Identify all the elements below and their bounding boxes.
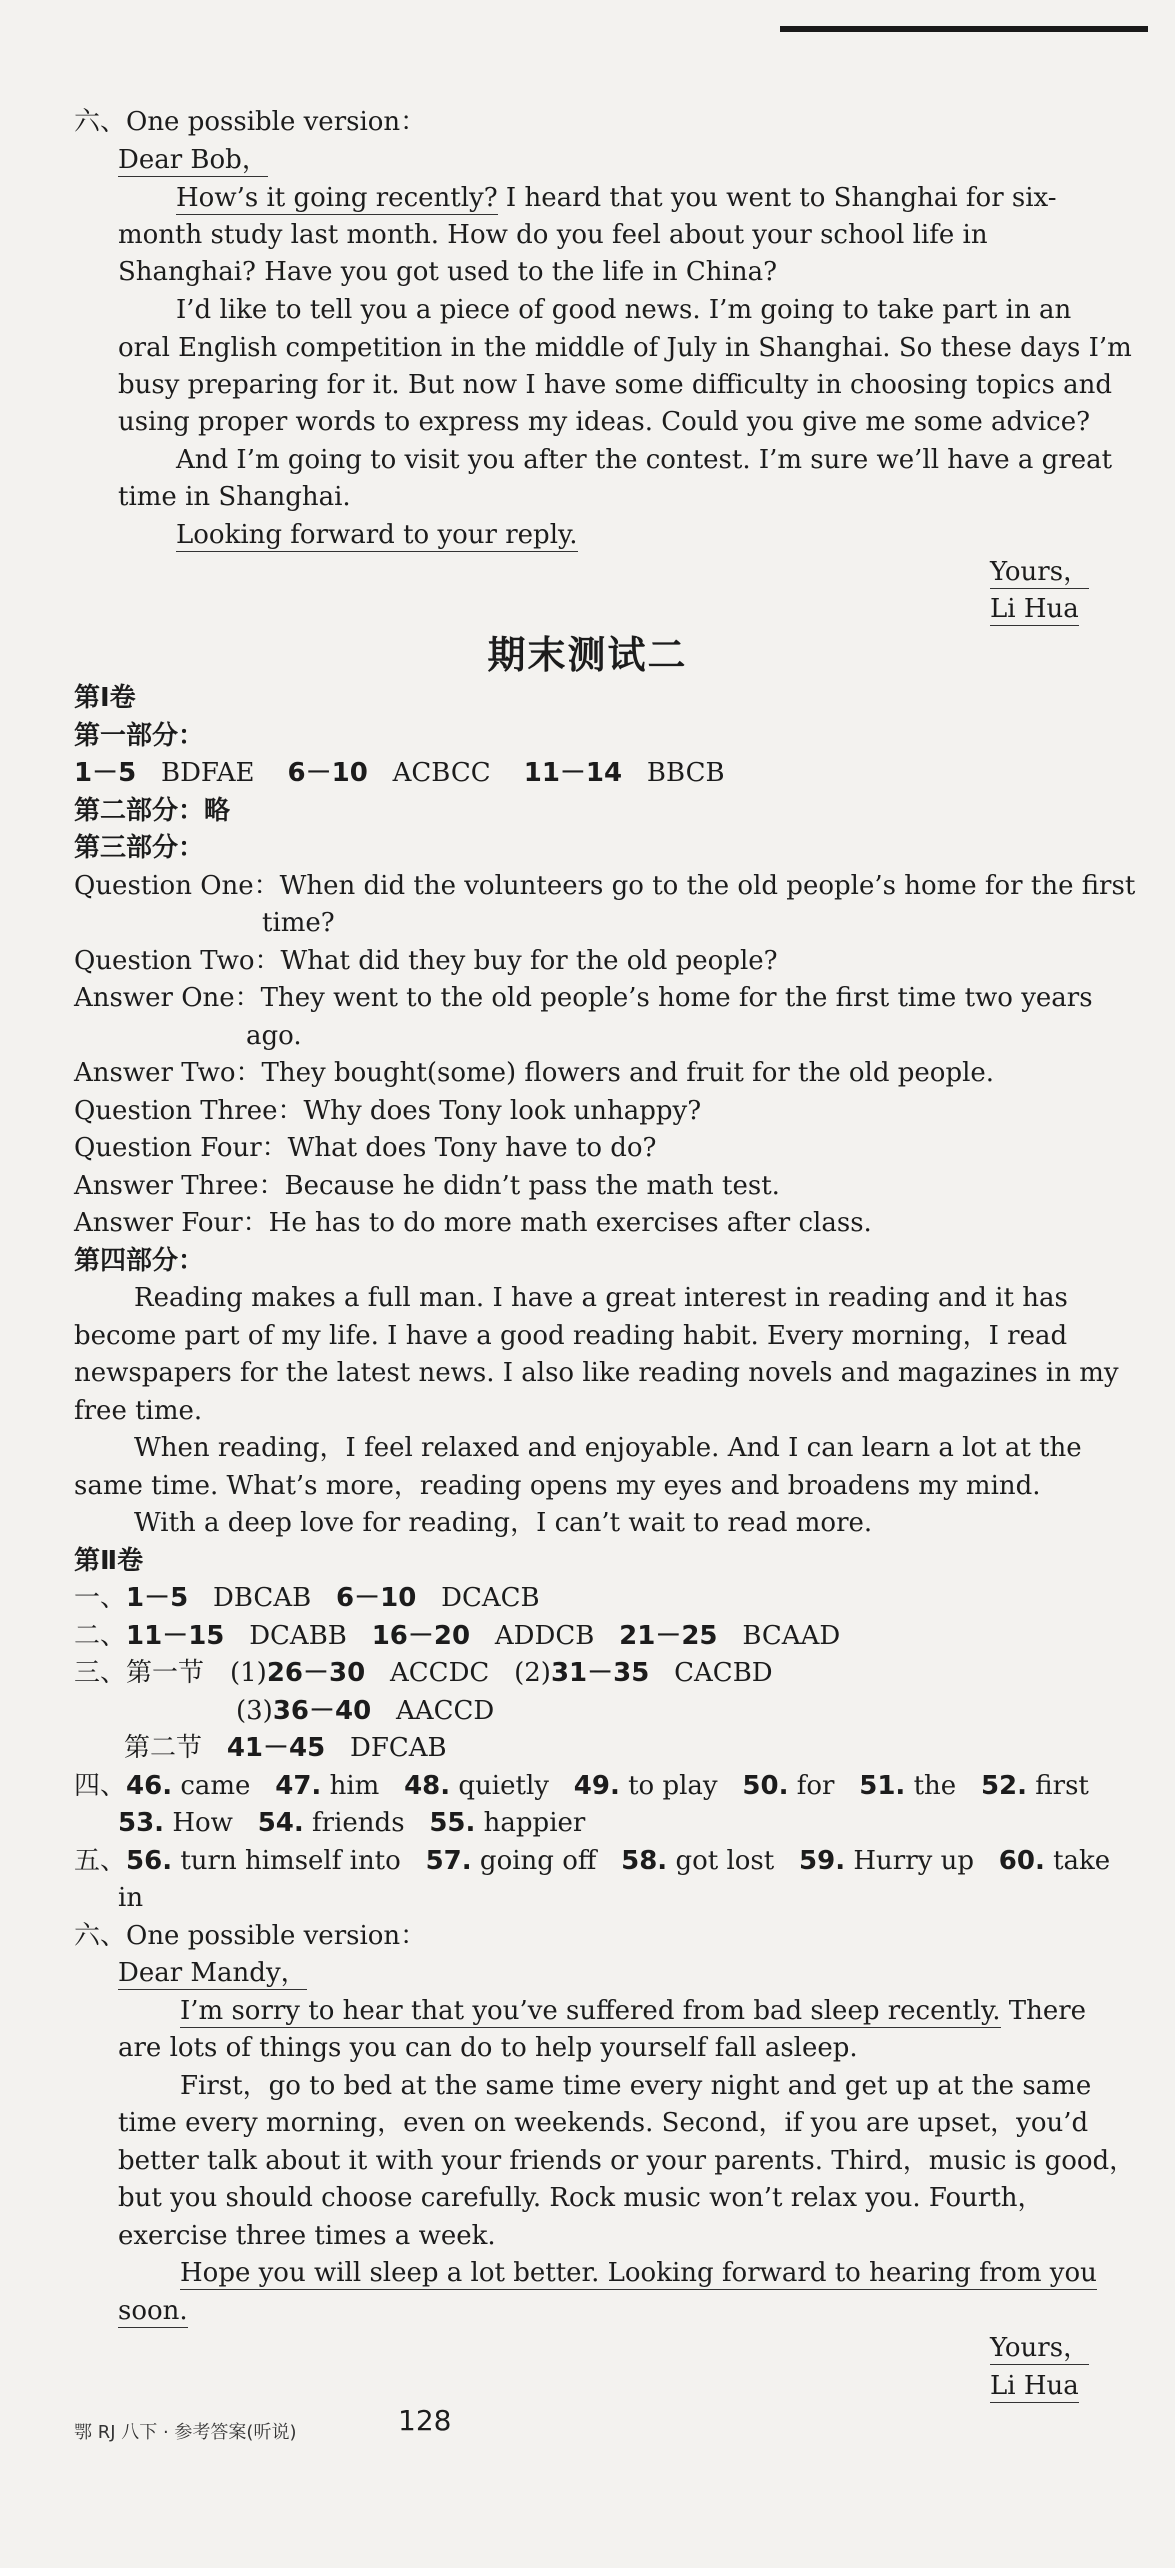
page-number: 128 [398, 2404, 452, 2437]
top-decoration-bar [780, 26, 1148, 32]
essay1-p2-line2: oral English competition in the middle of July in Shanghai. So these days I’m [118, 333, 1132, 363]
part2-row5: 五、56. turn himself into 57. going off 58. got lost 59. Hurry up 60. take [74, 1846, 1111, 1876]
essay1-p1-line2: month study last month. How do you feel about your school life in [118, 220, 988, 250]
reading-line3: newspapers for the latest news. I also like reading novels and magazines in my [74, 1358, 1119, 1388]
answer-one-line2: ago. [246, 1021, 302, 1051]
footer-book-info: 鄂 RJ 八下 · 参考答案(听说) [74, 2422, 297, 2443]
reading-line4: free time. [74, 1396, 203, 1426]
volume-1-label: 第Ⅰ卷 [74, 683, 136, 713]
essay2-label: 六、One possible version： [74, 1921, 427, 1951]
question-three: Question Three：Why does Tony look unhappy? [74, 1096, 702, 1126]
part2-row4b: 53. How 54. friends 55. happier [118, 1808, 586, 1838]
essay1-sign-yours: Yours， [990, 557, 1090, 587]
part2-row3b: (3)36－40 AACCD [236, 1696, 495, 1726]
reading-line1: Reading makes a full man. I have a great interest in reading and it has [134, 1283, 1068, 1313]
essay2-p1-underlined: I’m sorry to hear that you’ve suffered from bad sleep recently. [180, 1996, 1001, 2026]
question-one-line1: Question One：When did the volunteers go to the old people’s home for the first [74, 871, 1136, 901]
part2-row1: 一、1－5 DBCAB 6－10 DCACB [74, 1583, 540, 1613]
essay2-p2-line4: but you should choose carefully. Rock music won’t relax you. Fourth， [118, 2183, 1044, 2213]
essay2-p2-line5: exercise three times a week. [118, 2221, 496, 2251]
essay2-p1-line2: are lots of things you can do to help yourself fall asleep. [118, 2033, 858, 2063]
part2-row3: 三、第一节 (1)26－30 ACCDC (2)31－35 CACBD [74, 1658, 773, 1688]
essay1-p3-line1: And I’m going to visit you after the contest. I’m sure we’ll have a great [176, 445, 1113, 475]
volume-2-label: 第Ⅱ卷 [74, 1546, 144, 1576]
essay2-sign-yours: Yours， [990, 2333, 1090, 2363]
answer-one-line1: Answer One：They went to the old people’s home for the first time two years [74, 983, 1093, 1013]
test-title: 期末测试二 [487, 633, 688, 677]
answer-four: Answer Four：He has to do more math exercises after class. [74, 1208, 872, 1238]
part2-row4: 四、46. came 47. him 48. quietly 49. to play 50. for 51. the 52. first [74, 1771, 1089, 1801]
essay1-p1-line3: Shanghai? Have you got used to the life in China? [118, 257, 778, 287]
answer-three: Answer Three：Because he didn’t pass the math test. [74, 1171, 780, 1201]
essay2-p2-line1: First，go to bed at the same time every night and get up at the same [180, 2071, 1092, 2101]
part2-row5b: in [118, 1883, 144, 1913]
essay2-sign-name: Li Hua [990, 2371, 1079, 2401]
essay1-closing: Looking forward to your reply. [176, 520, 578, 550]
essay1-p1-underlined: How’s it going recently? [176, 183, 498, 213]
essay1-p3-line2: time in Shanghai. [118, 482, 351, 512]
essay1-greeting: Dear Bob， [118, 145, 268, 175]
reading-line6: same time. What’s more，reading opens my eyes and broadens my mind. [74, 1471, 1041, 1501]
reading-line5: When reading，I feel relaxed and enjoyable. And I can learn a lot at the [134, 1433, 1082, 1463]
essay2-p2-line3: better talk about it with your friends or your parents. Third，music is good， [118, 2146, 1136, 2176]
essay1-sign-name: Li Hua [990, 594, 1079, 624]
essay2-greeting: Dear Mandy， [118, 1958, 307, 1988]
section1-answers: 1－5 BDFAE 6－10 ACBCC 11－14 BBCB [74, 758, 725, 788]
essay2-p3-line2: soon. [118, 2296, 188, 2326]
section3-label: 第三部分： [74, 833, 205, 863]
part2-row2: 二、11－15 DCABB 16－20 ADDCB 21－25 BCAAD [74, 1621, 841, 1651]
essay1-p2-line1: I’d like to tell you a piece of good news. I’m going to take part in an [176, 295, 1072, 325]
question-one-line2: time? [262, 908, 335, 938]
essay1-p2-line3: busy preparing for it. But now I have some difficulty in choosing topics and [118, 370, 1112, 400]
essay2-p1-rest: There [1000, 1996, 1087, 2026]
reading-line7: With a deep love for reading，I can’t wait to read more. [134, 1508, 873, 1538]
question-four: Question Four：What does Tony have to do? [74, 1133, 657, 1163]
essay2-p2-line2: time every morning，even on weekends. Second，if you are upset，you’d [118, 2108, 1089, 2138]
section2-label: 第二部分：略 [74, 796, 231, 826]
question-two: Question Two：What did they buy for the old people? [74, 946, 778, 976]
section1-label: 第一部分： [74, 721, 205, 751]
essay1-p2-line4: using proper words to express my ideas. Could you give me some advice? [118, 407, 1091, 437]
part2-row3c: 第二节 41－45 DFCAB [124, 1733, 447, 1763]
section4-label: 第四部分： [74, 1246, 205, 1276]
answer-two: Answer Two：They bought(some) flowers and fruit for the old people. [74, 1058, 995, 1088]
essay1-p1-rest: I heard that you went to Shanghai for six- [497, 183, 1057, 213]
essay2-p3-line1: Hope you will sleep a lot better. Looking forward to hearing from you [180, 2258, 1097, 2288]
essay1-label: 六、One possible version： [74, 107, 427, 137]
reading-line2: become part of my life. I have a good reading habit. Every morning，I read [74, 1321, 1068, 1351]
